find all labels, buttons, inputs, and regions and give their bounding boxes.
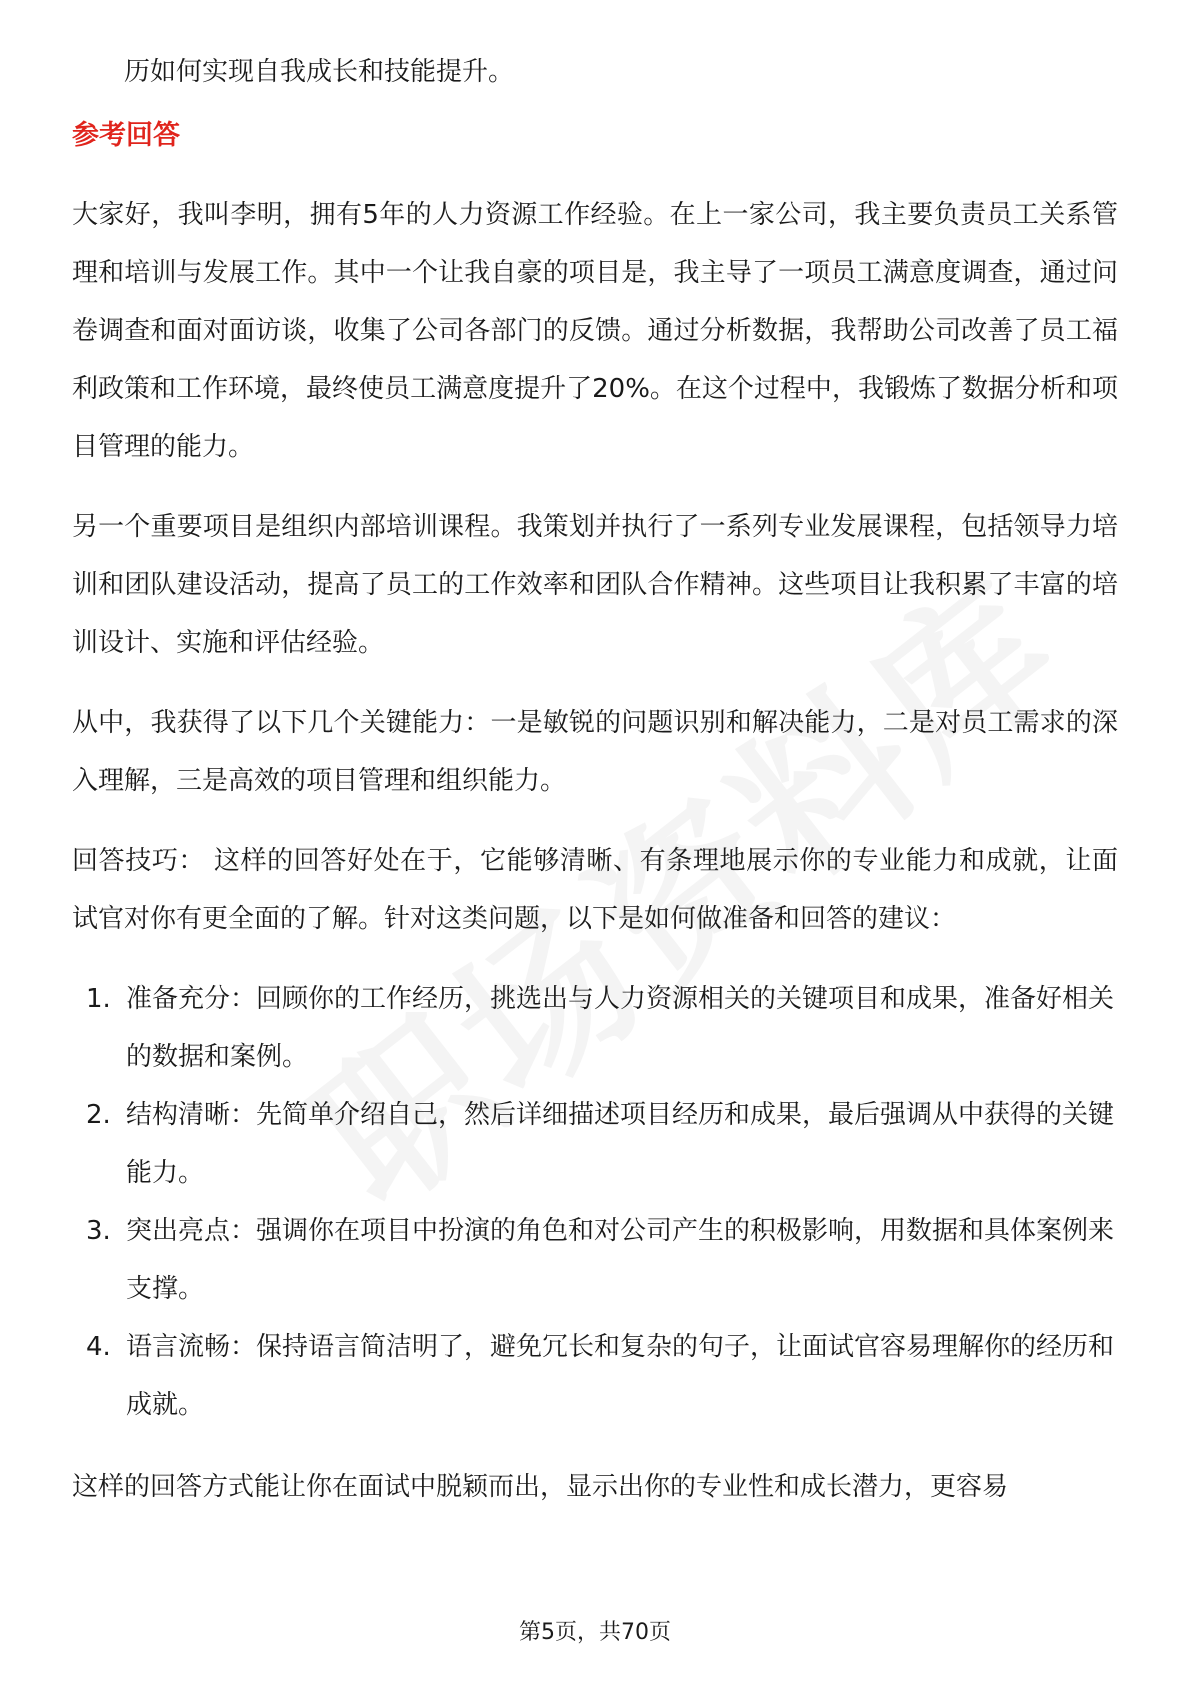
list-item-text: 结构清晰：先简单介绍自己，然后详细描述项目经历和成果，最后强调从中获得的关键能力。 [126, 1100, 1115, 1188]
list-item [72, 1086, 1118, 1202]
page-footer [0, 1618, 1190, 1648]
section-heading: 参考回答 [72, 120, 180, 151]
list-item-text: 准备充分：回顾你的工作经历，挑选出与人力资源相关的关键项目和成果，准备好相关的数据和案例。 [126, 984, 1115, 1072]
list-item-number: 4. [86, 1332, 111, 1362]
list-item-text: 语言流畅：保持语言简洁明了，避免冗长和复杂的句子，让面试官容易理解你的经历和成就。 [126, 1332, 1115, 1420]
list-item-number: 1. [86, 984, 111, 1014]
tips-intro-paragraph: 回答技巧： 这样的回答好处在于，它能够清晰、有条理地展示你的专业能力和成就，让面试官对你有更全面的了解。针对这类问题，以下是如何做准备和回答的建议： [72, 846, 1118, 934]
list-item [72, 1318, 1118, 1434]
list-item-number: 2. [86, 1100, 111, 1130]
list-item-number: 3. [86, 1216, 111, 1246]
list-item-text: 突出亮点：强调你在项目中扮演的角色和对公司产生的积极影响，用数据和具体案例来支撑。 [126, 1216, 1115, 1304]
answer-paragraph-3: 从中，我获得了以下几个关键能力：一是敏锐的问题识别和解决能力，二是对员工需求的深入理解，三是高效的项目管理和组织能力。 [72, 708, 1118, 796]
tips-list [72, 970, 1118, 1434]
answer-paragraph-2: 另一个重要项目是组织内部培训课程。我策划并执行了一系列专业发展课程，包括领导力培训和团队建设活动，提高了员工的工作效率和团队合作精神。这些项目让我积累了丰富的培训设计、实施和评估经验。 [72, 512, 1118, 658]
continuation-line: 历如何实现自我成长和技能提升。 [124, 57, 515, 87]
document-body [72, 50, 1118, 1538]
list-item [72, 1202, 1118, 1318]
answer-paragraph-1: 大家好，我叫李明，拥有5年的人力资源工作经验。在上一家公司，我主要负责员工关系管理和培训与发展工作。其中一个让我自豪的项目是，我主导了一项员工满意度调查，通过问卷调查和面对面访谈，收集了公司各部门的反馈。通过分析数据，我帮助公司改善了员工福利政策和工作环境，最终使员工满意度提升了20%。在这个过程中，我锻炼了数据分析和项目管理的能力。 [72, 200, 1118, 462]
list-item [72, 970, 1118, 1086]
closing-paragraph: 这样的回答方式能让你在面试中脱颖而出，显示出你的专业性和成长潜力，更容易 [72, 1472, 1009, 1502]
page-indicator: 第5页，共70页 [519, 1620, 671, 1645]
